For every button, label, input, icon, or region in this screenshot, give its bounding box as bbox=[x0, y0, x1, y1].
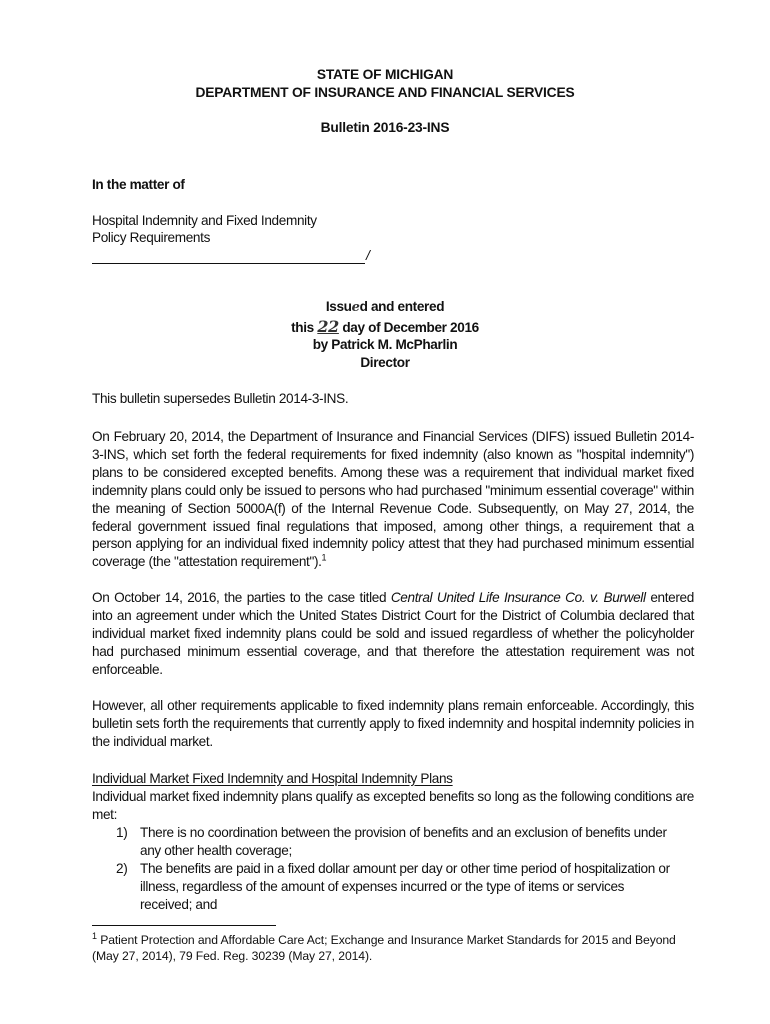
list-item bbox=[116, 824, 676, 860]
footnote-ref: 1 bbox=[321, 552, 327, 563]
bulletin-number: Bulletin 2016-23-INS bbox=[320, 120, 450, 135]
issued-line-1-post: d and entered bbox=[359, 299, 445, 314]
conditions-list bbox=[116, 824, 676, 914]
paragraph-2-pre: On October 14, 2016, the parties to the case titled bbox=[92, 590, 391, 605]
list-item-text: The benefits are paid in a fixed dollar amount per day or other time period of hospitalization or illness, regardless of the amount of expenses incurred or the type of items or services received; and bbox=[140, 861, 670, 912]
matter-line-1: Hospital Indemnity and Fixed Indemnity bbox=[92, 213, 317, 228]
matter-label: In the matter of bbox=[92, 177, 185, 192]
issued-line-1-pre: Issu bbox=[325, 299, 352, 314]
paragraph-1-text: On February 20, 2014, the Department of Insurance and Financial Services (DIFS) issued Bulletin 2014-3-INS, which set forth the federal requirements for fixed indemnity (also known as "hospital indemnity") plans to be considered excepted benefits. Among these was a requirement that individual market fixed indemnity plans could only be issued to persons who had purchased "minimum essential coverage" within the meaning of Section 5000A(f) of the Internal Revenue Code. Subsequently, on May 27, 2014, the federal government issued final regulations that imposed, among other things, a requirement that a person applying for an individual fixed indemnity policy attest that they had purchased minimum essential coverage (the "attestation requirement"). bbox=[92, 429, 694, 570]
section-heading bbox=[92, 770, 453, 788]
handwritten-mark: e bbox=[351, 300, 360, 315]
matter-slash: / bbox=[366, 247, 370, 263]
matter-line-2: Policy Requirements bbox=[92, 230, 211, 245]
paragraph-1 bbox=[92, 428, 694, 571]
paragraph-2 bbox=[92, 589, 694, 679]
footnote-divider bbox=[92, 925, 276, 926]
handwritten-day: 22 bbox=[317, 317, 339, 336]
paragraph-2-post: entered into an agreement under which the United States District Court for the District of Columbia declared that individual market fixed indemnity plans could be sold and issued regardless of whether the policyholder had purchased minimum essential coverage, and that therefore the attestation requirement was not enforceable. bbox=[92, 590, 694, 677]
issued-line-2 bbox=[0, 318, 770, 337]
header-state: STATE OF MICHIGAN bbox=[316, 67, 454, 82]
paragraph-3: However, all other requirements applicable to fixed indemnity plans remain enforceable. Accordingly, this bulletin sets forth the requirements that currently apply to fixed indemnity and hospital indemnity policies in the individual market. bbox=[92, 698, 694, 749]
section-intro: Individual market fixed indemnity plans qualify as excepted benefits so long as the following conditions are met: bbox=[92, 789, 694, 822]
header-department: DEPARTMENT OF INSURANCE AND FINANCIAL SERVICES bbox=[195, 85, 575, 100]
supersedes-note: This bulletin supersedes Bulletin 2014-3-INS. bbox=[92, 391, 349, 406]
matter-signature-line bbox=[92, 263, 365, 264]
issued-line-1 bbox=[0, 298, 770, 317]
issued-date: day of December 2016 bbox=[342, 320, 479, 335]
list-item-number: 2) bbox=[116, 861, 128, 876]
issued-by: by Patrick M. McPharlin bbox=[312, 337, 458, 352]
section-heading-text: Individual Market Fixed Indemnity and Hospital Indemnity Plans bbox=[92, 771, 453, 786]
issued-this: this bbox=[291, 320, 314, 335]
list-item bbox=[116, 860, 676, 914]
footnote-text: Patient Protection and Affordable Care Act; Exchange and Insurance Market Standards for 2015 and Beyond (May 27, 2014), 79 Fed. Reg. 30239 (May 27, 2014). bbox=[92, 933, 676, 963]
list-item-text: There is no coordination between the provision of benefits and an exclusion of benefits under any other health coverage; bbox=[140, 825, 667, 858]
footnote-number: 1 bbox=[92, 930, 97, 941]
footnote bbox=[92, 932, 692, 964]
list-item-number: 1) bbox=[116, 825, 128, 840]
issued-title: Director bbox=[360, 355, 410, 370]
case-title: Central United Life Insurance Co. v. Burwell bbox=[390, 590, 646, 605]
